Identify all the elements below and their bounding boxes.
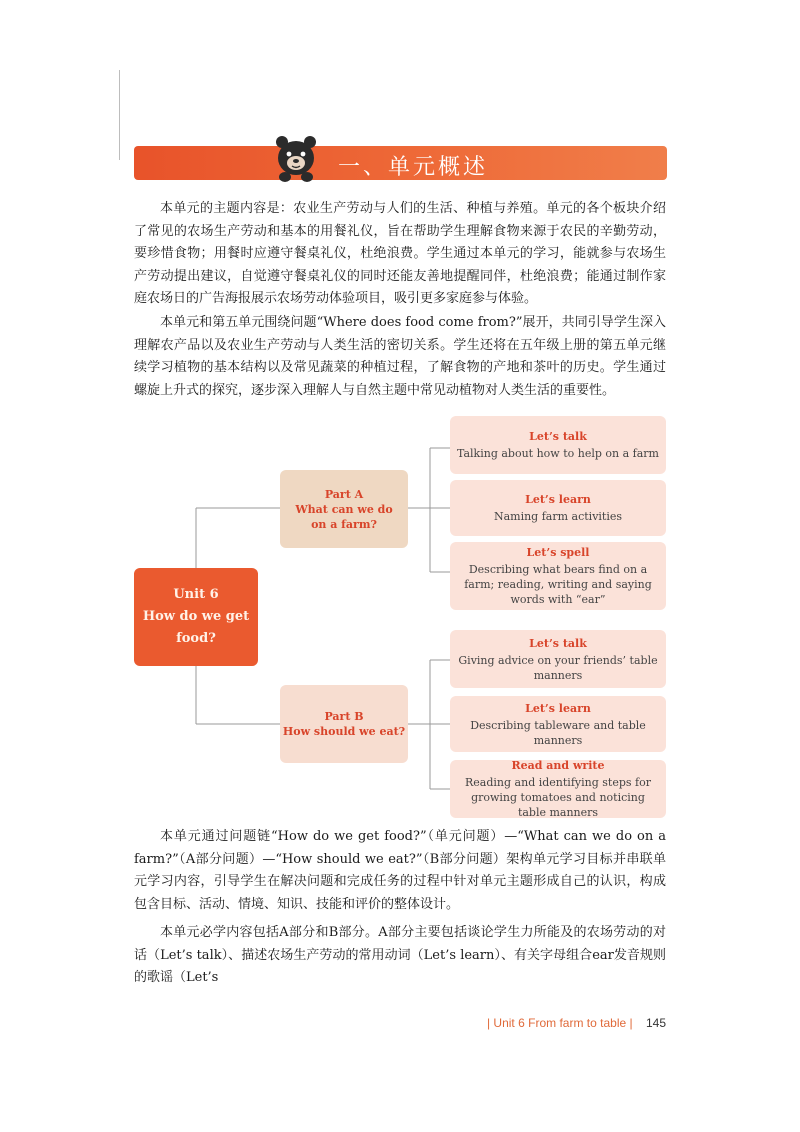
part-a-node — [280, 470, 408, 548]
activity-title: Let’s talk — [529, 636, 587, 650]
part-b-question: How should we eat? — [282, 725, 406, 738]
footer-title: From farm to table — [528, 1016, 627, 1030]
context-paragraph: 本单元和第五单元围绕问题“Where does food come from?”展开，共同引导学生深入理解农产品以及农业生产劳动与人类生活的密切关系。学生还将在五年级上册的第五单元继续学习植物的基本结构以及常见蔬菜的种植过程，了解食物的产地和茶叶的历史。学生通过螺旋上升式的探究，逐步深入理解人与自然主题中常见动植物对人类生活的重要性。 — [134, 315, 666, 398]
unit-question-line2: food? — [176, 631, 216, 646]
activity-desc: Describing tableware and table manners — [470, 718, 646, 747]
activity-desc: Naming farm activities — [493, 510, 623, 523]
question-chain-paragraph: 本单元通过问题链“How do we get food?”（单元问题）—“What can we do on a farm?”（A部分问题）—“How should we eat?”（B部分问题）架构单元学习目标并串联单元学习内容，引导学生在解决问题和完成任务的过程中针对单元主题形成自己的认识，构成包含目标、活动、情境、知识、技能和评价的整体设计。 — [134, 829, 666, 912]
section-title: 一、单元概述 — [338, 155, 489, 180]
activity-title: Let’s learn — [525, 493, 591, 506]
page-footer — [487, 1016, 666, 1030]
part-b-title: Part B — [324, 710, 364, 723]
activity-a-talk — [450, 416, 666, 474]
activity-title: Let’s talk — [529, 430, 587, 443]
activity-desc: Describing what bears find on a farm; reading, writing and saying words with “ear” — [464, 563, 652, 606]
part-a-title: Part A — [324, 487, 364, 501]
part-b-node — [280, 685, 408, 763]
activity-b-talk — [450, 630, 666, 688]
content-paragraph: 本单元必学内容包括A部分和B部分。A部分主要包括谈论学生力所能及的农场劳动的对话（Let’s talk）、描述农场生产劳动的常用动词（Let’s learn）、有关字母组合ear发音规则的歌谣（Let’s — [134, 925, 666, 985]
activity-a-learn — [450, 480, 666, 536]
unit-node — [134, 568, 258, 666]
activity-b-learn — [450, 696, 666, 752]
activity-desc: Talking about how to help on a farm — [457, 447, 659, 460]
activity-title: Read and write — [511, 759, 605, 772]
footer-separator: | — [629, 1016, 633, 1030]
activity-title: Let’s spell — [526, 546, 590, 559]
activity-title: Let’s learn — [525, 701, 591, 715]
footer-separator: | — [486, 1016, 491, 1030]
activity-desc: Reading and identifying steps for growing tomatoes and noticing table manners — [465, 776, 651, 819]
activity-b-read-write — [450, 760, 666, 818]
part-a-question: What can we do on a farm? — [295, 502, 393, 531]
page-number: 145 — [645, 1016, 666, 1030]
unit-label: Unit 6 — [173, 587, 219, 602]
activity-desc: Giving advice on your friends’ table manners — [458, 653, 658, 682]
unit-question-line1: How do we get — [142, 609, 250, 624]
footer-unit: Unit 6 — [493, 1016, 525, 1030]
intro-paragraph: 本单元的主题内容是：农业生产劳动与人们的生活、种植与养殖。单元的各个板块介绍了常见的农场生产劳动和基本的用餐礼仪，旨在帮助学生理解食物来源于农民的辛勤劳动，要珍惜食物；用餐时应遵守餐桌礼仪，杜绝浪费。学生通过本单元的学习，能就参与农场生产劳动提出建议，自觉遵守餐桌礼仪的同时还能友善地提醒同伴，杜绝浪费；能通过制作家庭农场日的广告海报展示农场劳动体验项目，吸引更多家庭参与体验。 — [134, 201, 666, 306]
activity-a-spell — [450, 542, 666, 610]
